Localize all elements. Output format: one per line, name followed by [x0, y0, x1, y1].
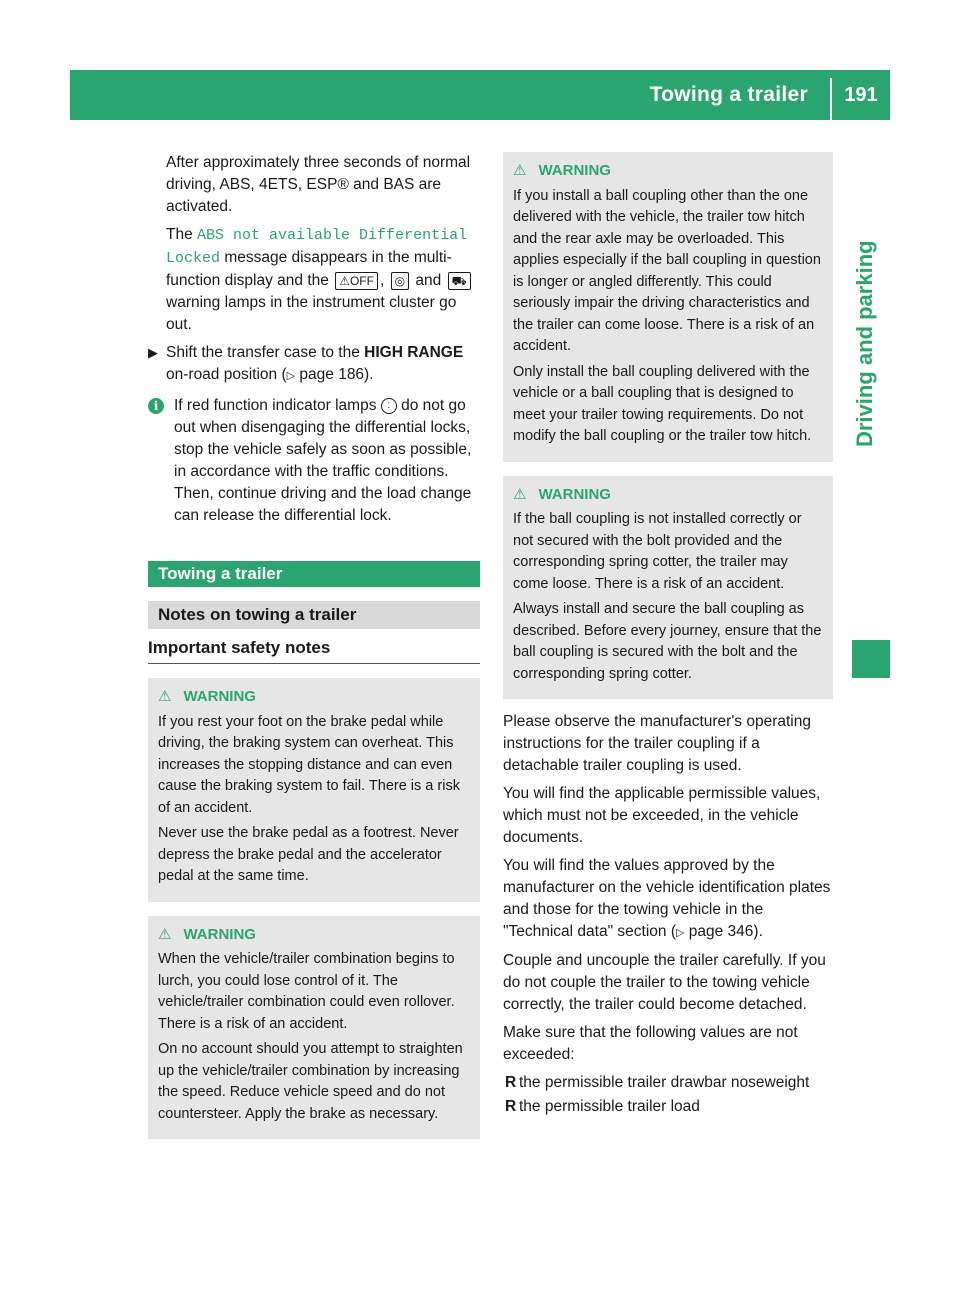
- warning-box: [503, 152, 833, 462]
- page-reference[interactable]: page 346).: [688, 923, 763, 940]
- warning-text: If you rest your foot on the brake pedal while driving, the braking system can overheat. This increases the stopping distance and can even cause the braking system to fail. There is a risk of an accident.: [158, 713, 460, 816]
- warning-box: [503, 476, 833, 700]
- text: message disappears in the multi-function display and the: [166, 249, 452, 289]
- chapter-side-tab: Driving and parking: [852, 240, 877, 447]
- page-reference[interactable]: page 186).: [299, 366, 374, 383]
- paragraph: Make sure that the following values are not exceeded:: [503, 1024, 798, 1063]
- header-bar: [70, 70, 890, 120]
- warning-label: WARNING: [538, 162, 611, 179]
- callout-1-icon: :: [381, 398, 397, 414]
- section-heading: Towing a trailer: [148, 561, 480, 587]
- left-column: [148, 152, 480, 1139]
- text: do not go out when disengaging the differential locks, stop the vehicle safely as soon as possible, in accordance with the traffic conditions. Then, continue driving and the load change can release the differential lock.: [174, 397, 472, 524]
- warning-triangle-icon: ⚠: [513, 162, 527, 179]
- warning-triangle-icon: ⚠: [513, 485, 527, 503]
- paragraph: [503, 855, 833, 944]
- warning-header: [158, 686, 470, 708]
- text: The: [166, 226, 193, 243]
- topic-heading: Important safety notes: [148, 637, 480, 664]
- warning-header: [513, 160, 823, 182]
- text: Shift the transfer case to the: [166, 344, 360, 361]
- warning-text: On no account should you attempt to straighten up the vehicle/trailer combination by increasing the speed. Reduce vehicle speed and do not countersteer. Apply the brake as necessary.: [158, 1041, 463, 1122]
- warning-triangle-icon: ⚠: [158, 925, 172, 943]
- bullet-marker: R: [505, 1098, 517, 1115]
- paragraph: You will find the applicable permissible values, which must not be exceeded, in the vehicle documents.: [503, 785, 821, 846]
- right-column: [503, 152, 833, 1120]
- warning-label: WARNING: [538, 485, 611, 503]
- warning-box: [148, 678, 480, 902]
- warning-text: When the vehicle/trailer combination begins to lurch, you could lose control of it. The vehicle/trailer combination could even rollover. There is a risk of an accident.: [158, 951, 455, 1032]
- text: on-road position (: [166, 366, 287, 383]
- display-message: ABS not available Differential Locked: [166, 227, 468, 267]
- paragraph: Couple and uncouple the trailer carefully. If you do not couple the trailer to the towing vehicle correctly, the trailer could become detached.: [503, 952, 826, 1013]
- paragraph: Please observe the manufacturer's operating instructions for the trailer coupling if a detachable trailer coupling is used.: [503, 713, 811, 774]
- warning-text: Only install the ball coupling delivered with the vehicle or a ball coupling that is designed to meet your trailer towing requirements. Do not modify the ball coupling or the trailer tow hitch.: [513, 363, 812, 444]
- esp-lamp-icon: ⛟: [448, 272, 471, 290]
- info-note: [148, 395, 480, 527]
- warning-box: [148, 916, 480, 1140]
- text-bold: HIGH RANGE: [364, 344, 464, 361]
- page-ref-icon: ▷: [675, 927, 685, 939]
- subsection-heading: Notes on towing a trailer: [148, 601, 480, 629]
- abs-lamp-icon: ◎: [391, 272, 409, 290]
- list-item: [503, 1072, 833, 1094]
- info-icon: i: [148, 398, 164, 414]
- warning-text: Always install and secure the ball coupling as described. Before every journey, ensure that the ball coupling is secured with the bolt and the corresponding spring cotter.: [513, 601, 822, 682]
- esp-off-lamp-icon: ⚠OFF: [335, 272, 378, 290]
- warning-label: WARNING: [183, 688, 256, 705]
- page-ref-icon: ▷: [286, 370, 296, 382]
- list-item-text: the permissible trailer drawbar noseweight: [519, 1074, 810, 1091]
- text: If red function indicator lamps: [174, 397, 377, 414]
- warning-text: Never use the brake pedal as a footrest. Never depress the brake pedal and the accelerator pedal at the same time.: [158, 825, 459, 884]
- paragraph: After approximately three seconds of normal driving, ABS, 4ETS, ESP® and BAS are activated.: [166, 154, 471, 215]
- body-text: [503, 711, 833, 1118]
- paragraph: The ABS not available Differential Locked message disappears in the multi-function display and the ⚠OFF , ◎ and ⛟ warning lamps in the instrument cluster go out.: [148, 224, 480, 336]
- chapter-marker-block: [852, 640, 890, 678]
- step-arrow-icon: ▶: [148, 345, 158, 360]
- list-item: [503, 1096, 833, 1118]
- bullet-marker: R: [505, 1074, 517, 1091]
- warning-header: [158, 924, 470, 946]
- warning-text: If you install a ball coupling other than the one delivered with the vehicle, the trailer tow hitch and the rear axle may be overloaded. This applies especially if the ball coupling in question is longer or angled differently. This could seriously impair the driving characteristics and the trailer can come loose. There is a risk of an accident.: [513, 187, 821, 354]
- warning-label: WARNING: [183, 925, 256, 943]
- warning-header: [513, 484, 823, 506]
- header-title: Towing a trailer: [649, 83, 808, 106]
- list-item-text: the permissible trailer load: [519, 1098, 700, 1115]
- page-number: 191: [844, 84, 878, 106]
- text: You will find the values approved by the manufacturer on the vehicle identification plates and those for the towing vehicle in the "Technical data" section (: [503, 857, 831, 940]
- warning-text: If the ball coupling is not installed correctly or not secured with the bolt provided and the corresponding spring cotter, the trailer may come loose. There is a risk of an accident.: [513, 511, 802, 592]
- instruction-step: [148, 342, 480, 387]
- warning-triangle-icon: ⚠: [158, 688, 172, 705]
- text: and: [415, 272, 442, 289]
- text: warning lamps in the instrument cluster go out.: [166, 294, 457, 333]
